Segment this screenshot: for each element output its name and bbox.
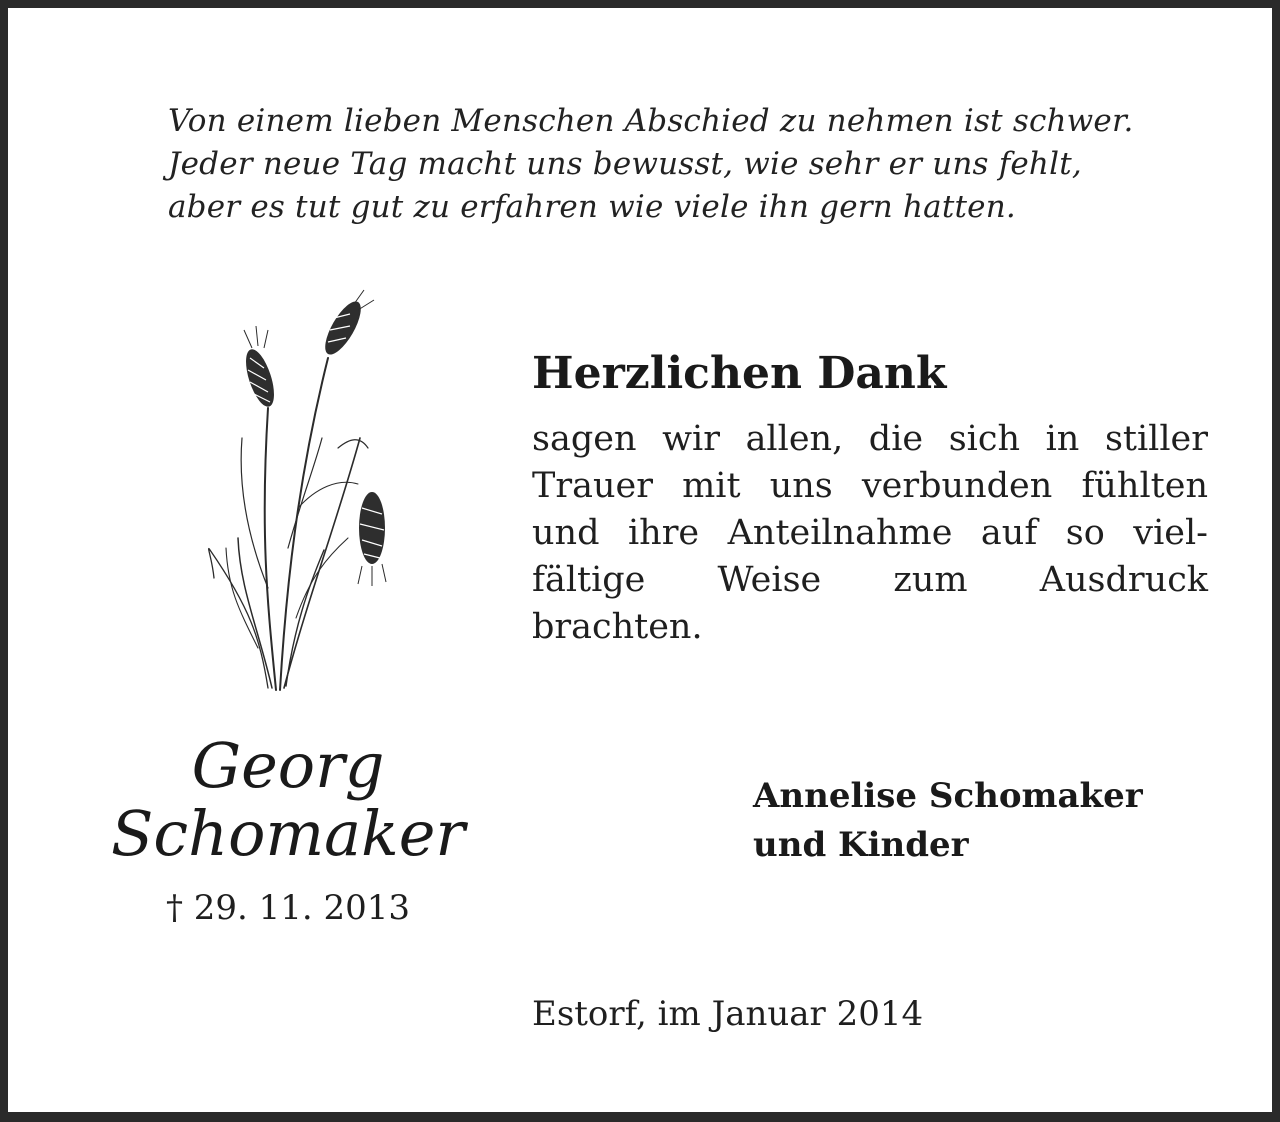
- memorial-quote: [168, 100, 1248, 229]
- signers: [753, 772, 1143, 870]
- thanks-line-2: Trauer mit uns verbunden fühlten: [532, 466, 1208, 506]
- quote-line-3: aber es tut gut zu erfahren wie viele ihn gern hatten.: [168, 189, 1016, 225]
- thanks-line-1: sagen wir allen, die sich in stiller: [532, 419, 1208, 459]
- thanks-text: [532, 416, 1208, 651]
- death-date: † 29. 11. 2013: [165, 888, 411, 928]
- signer-line-1: Annelise Schomaker: [753, 776, 1143, 816]
- thanks-heading: Herzlichen Dank: [532, 348, 947, 399]
- quote-line-1: Von einem lieben Menschen Abschied zu nehmen ist schwer.: [168, 103, 1134, 139]
- thanks-line-4: fältige Weise zum Ausdruck: [532, 560, 1208, 600]
- wheat-ears-icon: [198, 288, 408, 698]
- place-date: Estorf, im Januar 2014: [532, 994, 924, 1034]
- signer-line-2: und Kinder: [753, 825, 969, 865]
- thanks-line-5: brachten.: [532, 607, 703, 647]
- thanks-line-3: und ihre Anteilnahme auf so viel-: [532, 513, 1208, 553]
- quote-line-2: Jeder neue Tag macht uns bewusst, wie sehr er uns fehlt,: [168, 146, 1082, 182]
- deceased-first-name: Georg: [191, 729, 385, 802]
- deceased-name: [68, 729, 508, 870]
- deceased-last-name: Schomaker: [110, 797, 466, 870]
